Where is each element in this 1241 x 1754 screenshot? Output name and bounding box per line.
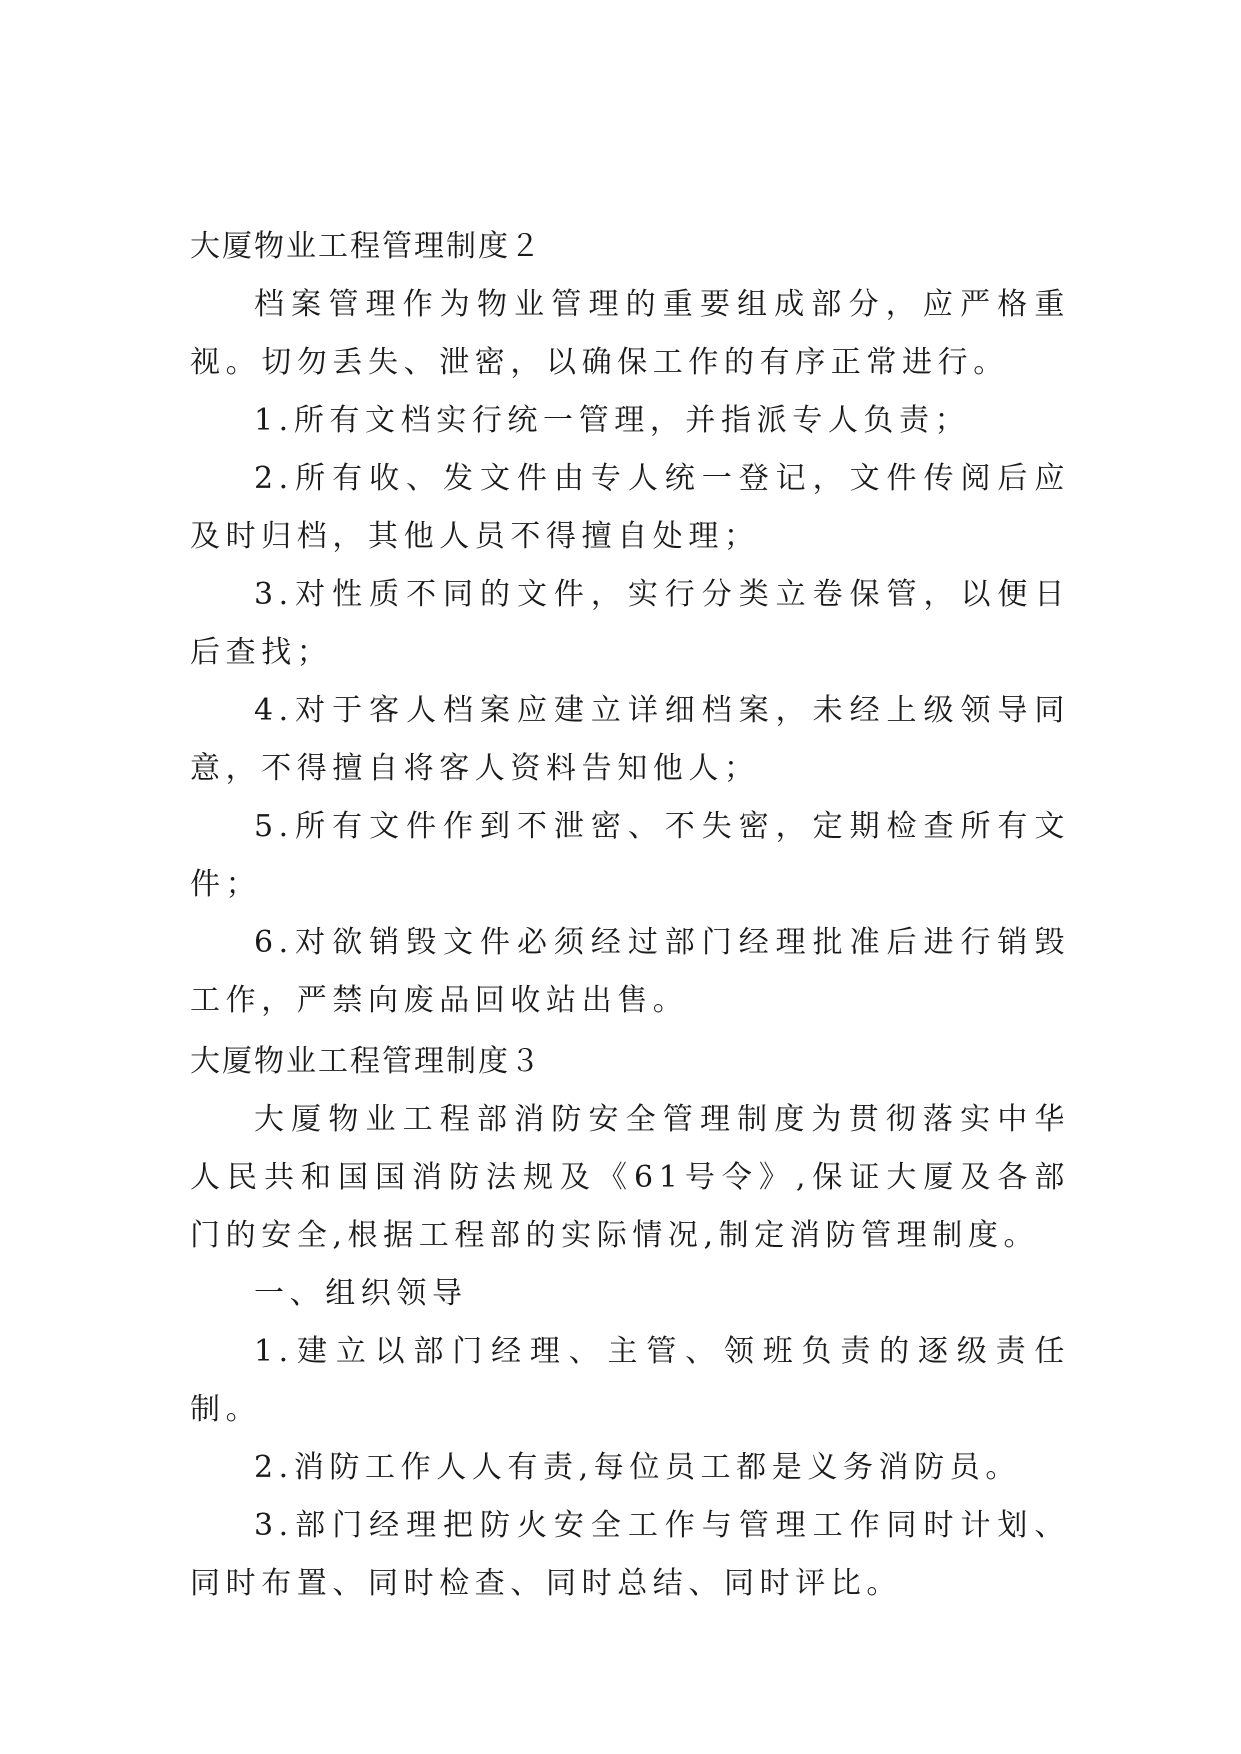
paragraph: 档案管理作为物业管理的重要组成部分，应严格重视。切勿丢失、泄密，以确保工作的有序正常进行。	[190, 287, 1070, 380]
section-title: 大厦物业工程管理制度３	[190, 1044, 542, 1079]
section-title: 大厦物业工程管理制度２	[190, 229, 542, 264]
list-item: 6.对欲销毁文件必须经过部门经理批准后进行销毁工作，严禁向废品回收站出售。	[190, 925, 1070, 1018]
list-item: 3.部门经理把防火安全工作与管理工作同时计划、同时布置、同时检查、同时总结、同时评比。	[190, 1508, 1070, 1601]
section-2	[190, 218, 1070, 1030]
list-item: 2.消防工作人人有责,每位员工都是义务消防员。	[254, 1450, 1021, 1485]
list-item: 5.所有文件作到不泄密、不失密，定期检查所有文件；	[190, 809, 1070, 902]
section-3	[190, 1033, 1070, 1613]
list-item: 4.对于客人档案应建立详细档案，未经上级领导同意，不得擅自将客人资料告知他人；	[190, 693, 1070, 786]
list-item: 1.建立以部门经理、主管、领班负责的逐级责任制。	[190, 1334, 1070, 1427]
list-item: 3.对性质不同的文件，实行分类立卷保管，以便日后查找；	[190, 577, 1070, 670]
list-item: 1.所有文档实行统一管理，并指派专人负责；	[254, 403, 971, 438]
paragraph: 大厦物业工程部消防安全管理制度为贯彻落实中华人民共和国国消防法规及《61号令》,保证大厦及各部门的安全,根据工程部的实际情况,制定消防管理制度。	[190, 1102, 1070, 1253]
subheading: 一、组织领导	[254, 1276, 468, 1311]
list-item: 2.所有收、发文件由专人统一登记，文件传阅后应及时归档，其他人员不得擅自处理；	[190, 461, 1070, 554]
